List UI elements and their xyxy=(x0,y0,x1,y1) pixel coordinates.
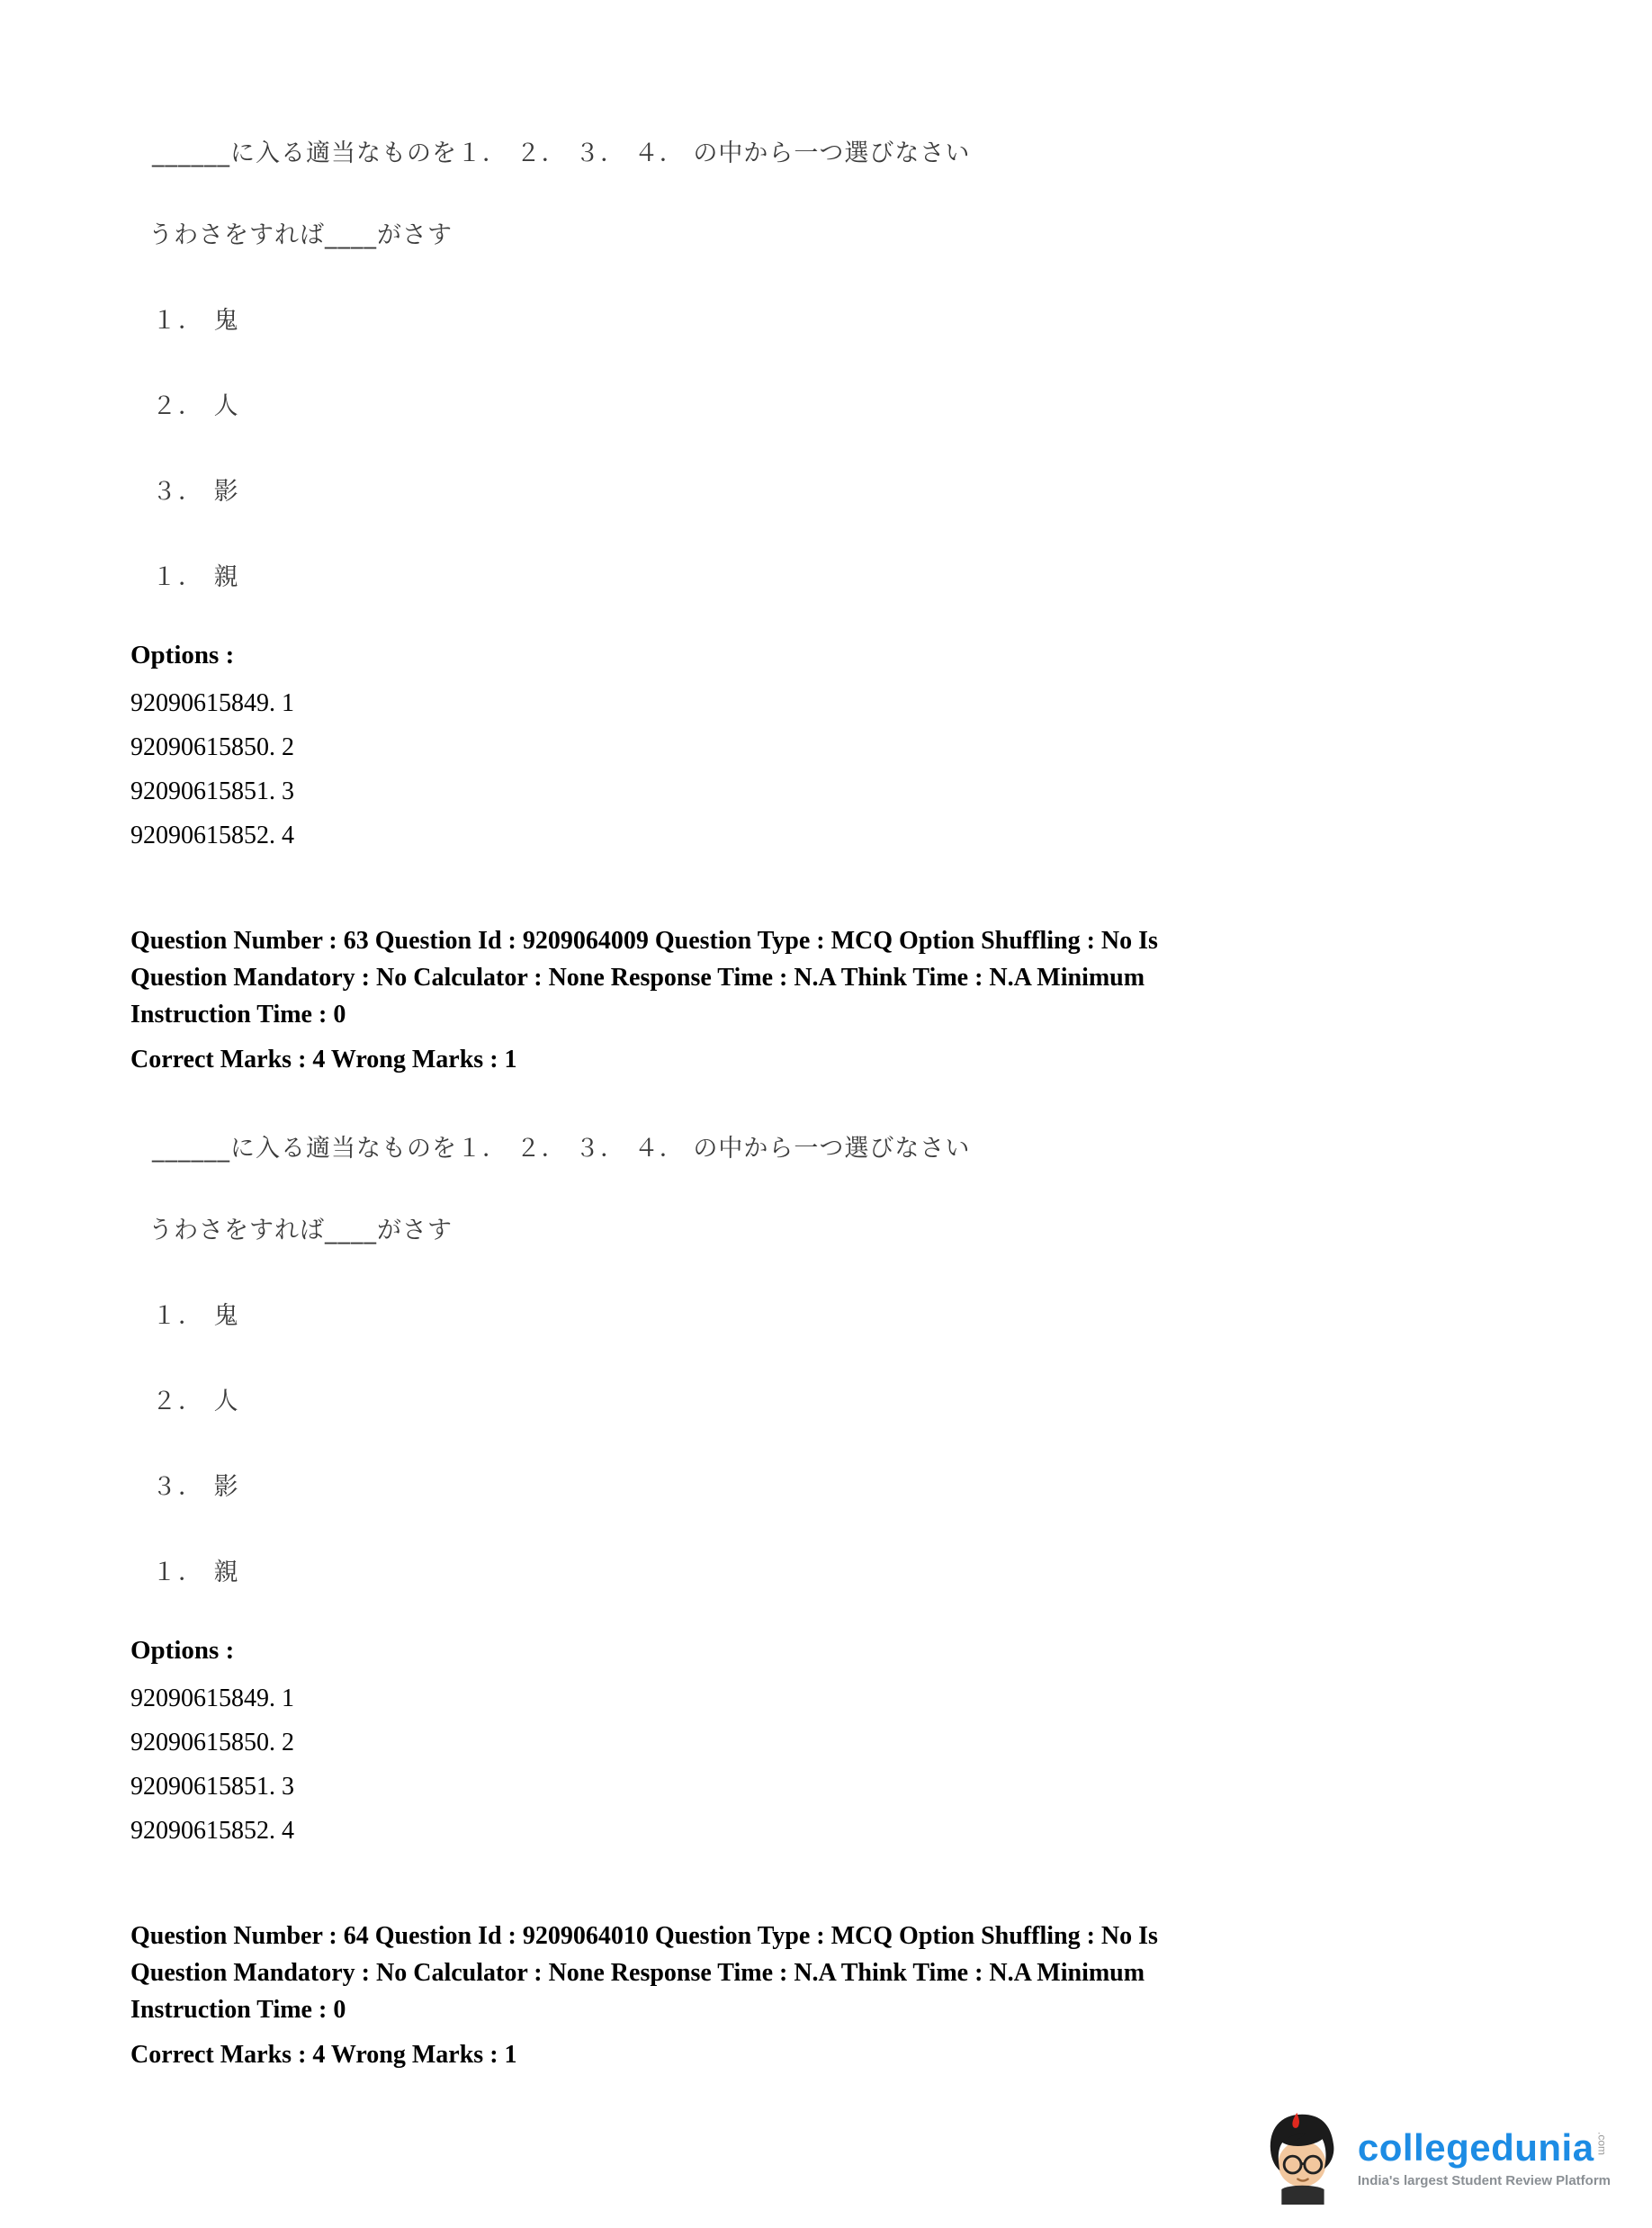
collegedunia-logo xyxy=(1259,2111,1611,2205)
jp-choice-2: ２． 人 xyxy=(152,392,240,420)
question-image-2 xyxy=(130,1128,1517,1587)
options-list-1 xyxy=(130,681,1517,858)
option-line: 92090615850. 2 xyxy=(130,733,294,761)
jp-choice-3: ３． 影 xyxy=(152,1473,240,1501)
meta-line: Question Mandatory : No Calculator : None Response Time : N.A Think Time : N.A Minimum xyxy=(130,1959,1145,1987)
jp-prompt: うわさをすれば____がさす xyxy=(148,221,453,249)
jp-prompt: うわさをすれば____がさす xyxy=(148,1217,453,1244)
jp-choice-1: １． 鬼 xyxy=(152,1302,240,1330)
mascot-icon xyxy=(1259,2111,1345,2205)
meta-line: Question Mandatory : No Calculator : None Response Time : N.A Think Time : N.A Minimum xyxy=(130,964,1145,992)
meta-line: Instruction Time : 0 xyxy=(130,1996,346,2024)
option-line: 92090615849. 1 xyxy=(130,1684,294,1712)
option-line: 92090615850. 2 xyxy=(130,1729,294,1756)
meta-line: Question Number : 63 Question Id : 9209064009 Question Type : MCQ Option Shuffling : No Is xyxy=(130,927,1158,955)
marks-line: Correct Marks : 4 Wrong Marks : 1 xyxy=(130,2041,517,2069)
brand-tagline: India's largest Student Review Platform xyxy=(1357,2172,1611,2188)
jp-choice-4: １． 親 xyxy=(152,1559,240,1586)
brand-row xyxy=(1357,2125,1611,2169)
meta-line: Question Number : 64 Question Id : 9209064010 Question Type : MCQ Option Shuffling : No Is xyxy=(130,1922,1158,1950)
question-meta-63 xyxy=(130,922,1517,1078)
jp-choice-1: １． 鬼 xyxy=(152,307,240,335)
options-label: Options : xyxy=(130,641,235,669)
option-line: 92090615849. 1 xyxy=(130,689,294,717)
options-list-2 xyxy=(130,1676,1517,1853)
brand-name: collegedunia xyxy=(1357,2125,1594,2169)
option-line: 92090615851. 3 xyxy=(130,1773,294,1801)
marks-line: Correct Marks : 4 Wrong Marks : 1 xyxy=(130,1046,517,1074)
jp-instruction: ______に入る適当なものを１． ２． ３． ４． の中から一つ選びなさい xyxy=(152,1135,971,1163)
brand-tld: .com xyxy=(1595,2131,1609,2155)
brand-text xyxy=(1357,2125,1611,2188)
options-label: Options : xyxy=(130,1636,235,1665)
question-meta-64 xyxy=(130,1918,1517,2073)
jp-choice-4: １． 親 xyxy=(152,563,240,591)
jp-choice-3: ３． 影 xyxy=(152,478,240,506)
option-line: 92090615852. 4 xyxy=(130,1817,294,1845)
question-image-1 xyxy=(130,133,1517,592)
meta-line: Instruction Time : 0 xyxy=(130,1001,346,1029)
option-line: 92090615851. 3 xyxy=(130,777,294,805)
jp-instruction: ______に入る適当なものを１． ２． ３． ４． の中から一つ選びなさい xyxy=(152,139,971,167)
jp-choice-2: ２． 人 xyxy=(152,1388,240,1415)
option-line: 92090615852. 4 xyxy=(130,822,294,849)
